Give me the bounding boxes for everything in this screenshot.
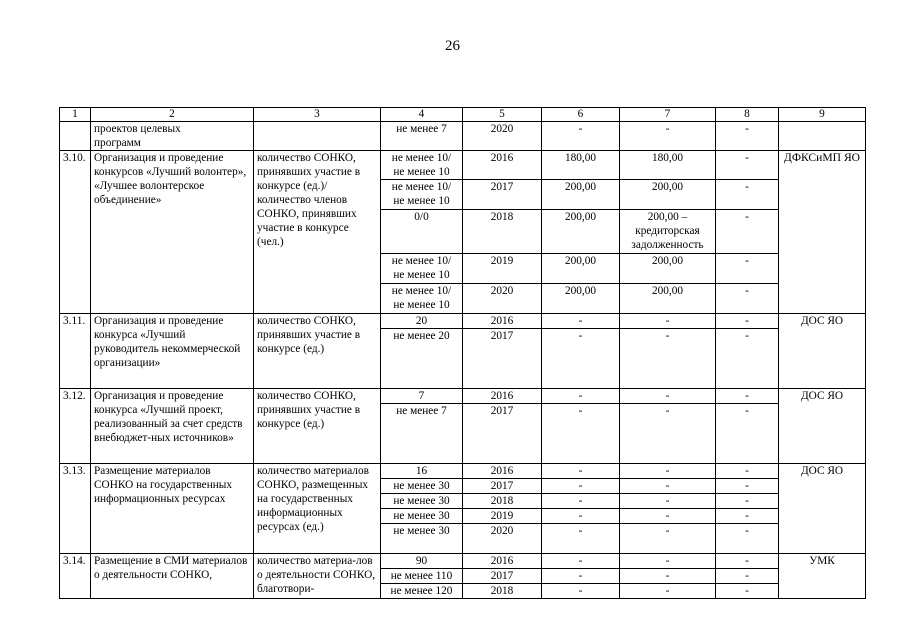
funding-planned: 200,00 — [542, 210, 620, 254]
funding-other: - — [716, 180, 779, 210]
indicator-value: 90 — [381, 554, 463, 569]
funding-planned: - — [542, 389, 620, 404]
measure-number: 3.13. — [60, 464, 91, 554]
year: 2017 — [463, 180, 542, 210]
year: 2016 — [463, 464, 542, 479]
responsible: УМК — [779, 554, 866, 599]
funding-planned: 200,00 — [542, 284, 620, 314]
responsible: ДОС ЯО — [779, 314, 866, 389]
funding-actual: - — [620, 584, 716, 599]
year: 2019 — [463, 254, 542, 284]
funding-actual: - — [620, 314, 716, 329]
page-number: 26 — [445, 38, 460, 54]
funding-actual: - — [620, 329, 716, 389]
measure-number: 3.10. — [60, 151, 91, 314]
indicator-value: не менее 20 — [381, 329, 463, 389]
funding-actual: - — [620, 464, 716, 479]
funding-planned: - — [542, 584, 620, 599]
year: 2018 — [463, 494, 542, 509]
indicator-value: не менее 110 — [381, 569, 463, 584]
indicator-value: не менее 10/ не менее 10 — [381, 180, 463, 210]
responsible — [779, 122, 866, 151]
funding-planned: 200,00 — [542, 180, 620, 210]
funding-other: - — [716, 151, 779, 180]
funding-other: - — [716, 509, 779, 524]
funding-planned: - — [542, 329, 620, 389]
funding-other: - — [716, 479, 779, 494]
col-header: 7 — [620, 108, 716, 122]
table-row — [60, 122, 866, 151]
indicator-value: не менее 10/ не менее 10 — [381, 151, 463, 180]
col-header: 6 — [542, 108, 620, 122]
funding-other: - — [716, 494, 779, 509]
funding-planned: - — [542, 314, 620, 329]
indicator-value: не менее 7 — [381, 404, 463, 464]
year: 2020 — [463, 284, 542, 314]
responsible: ДОС ЯО — [779, 464, 866, 554]
funding-other: - — [716, 254, 779, 284]
year: 2020 — [463, 122, 542, 151]
indicator-value: 20 — [381, 314, 463, 329]
indicator-value: не менее 7 — [381, 122, 463, 151]
funding-actual: 180,00 — [620, 151, 716, 180]
table-row — [60, 554, 866, 569]
funding-other: - — [716, 389, 779, 404]
funding-actual: 200,00 — [620, 284, 716, 314]
funding-planned: - — [542, 494, 620, 509]
indicator-value: не менее 30 — [381, 509, 463, 524]
indicator-value: 0/0 — [381, 210, 463, 254]
col-header: 1 — [60, 108, 91, 122]
indicator-value: не менее 10/ не менее 10 — [381, 284, 463, 314]
measure-name: Организация и проведение конкурса «Лучший руководитель некоммерческой организации» — [91, 314, 254, 389]
table-row — [60, 389, 866, 404]
table-row — [60, 464, 866, 479]
indicator: количество СОНКО, принявших участие в конкурсе (ед.)/ количество членов СОНКО, принявших участие в конкурсе (чел.) — [254, 151, 381, 314]
funding-other: - — [716, 584, 779, 599]
funding-actual: 200,00 – кредиторская задолженность — [620, 210, 716, 254]
funding-other: - — [716, 284, 779, 314]
col-header: 9 — [779, 108, 866, 122]
funding-actual: - — [620, 509, 716, 524]
funding-actual: 200,00 — [620, 180, 716, 210]
funding-actual: - — [620, 524, 716, 554]
measures-table — [59, 107, 866, 599]
funding-planned: - — [542, 524, 620, 554]
year: 2018 — [463, 584, 542, 599]
funding-actual: - — [620, 122, 716, 151]
funding-actual: - — [620, 569, 716, 584]
funding-planned: - — [542, 554, 620, 569]
year: 2017 — [463, 404, 542, 464]
indicator: количество СОНКО, принявших участие в конкурсе (ед.) — [254, 389, 381, 464]
funding-actual: 200,00 — [620, 254, 716, 284]
funding-actual: - — [620, 494, 716, 509]
funding-actual: - — [620, 389, 716, 404]
funding-other: - — [716, 210, 779, 254]
funding-planned: - — [542, 404, 620, 464]
indicator-value: не менее 30 — [381, 524, 463, 554]
measure-number: 3.12. — [60, 389, 91, 464]
measure-name: проектов целевых программ — [91, 122, 254, 151]
indicator-value: не менее 120 — [381, 584, 463, 599]
funding-actual: - — [620, 404, 716, 464]
funding-other: - — [716, 314, 779, 329]
year: 2017 — [463, 329, 542, 389]
indicator-value: 7 — [381, 389, 463, 404]
year: 2019 — [463, 509, 542, 524]
indicator: количество материалов СОНКО, размещенных на государственных информационных ресурсах (ед.) — [254, 464, 381, 554]
funding-actual: - — [620, 554, 716, 569]
measure-name: Организация и проведение конкурсов «Лучший волонтер», «Лучшее волонтерское объединение» — [91, 151, 254, 314]
funding-planned: 180,00 — [542, 151, 620, 180]
table-row — [60, 151, 866, 180]
funding-other: - — [716, 404, 779, 464]
header-row — [60, 108, 866, 122]
funding-planned: - — [542, 122, 620, 151]
indicator: количество СОНКО, принявших участие в конкурсе (ед.) — [254, 314, 381, 389]
measure-name: Размещение материалов СОНКО на государственных информационных ресурсах — [91, 464, 254, 554]
funding-planned: - — [542, 509, 620, 524]
funding-planned: 200,00 — [542, 254, 620, 284]
funding-other: - — [716, 464, 779, 479]
funding-other: - — [716, 554, 779, 569]
year: 2017 — [463, 569, 542, 584]
year: 2016 — [463, 389, 542, 404]
funding-planned: - — [542, 479, 620, 494]
measure-name: Организация и проведение конкурса «Лучший проект, реализованный за счет средств внебюджет-ных источников» — [91, 389, 254, 464]
table-row — [60, 314, 866, 329]
indicator-value: не менее 30 — [381, 494, 463, 509]
col-header: 3 — [254, 108, 381, 122]
measure-number: 3.11. — [60, 314, 91, 389]
funding-other: - — [716, 329, 779, 389]
year: 2017 — [463, 479, 542, 494]
year: 2016 — [463, 314, 542, 329]
responsible: ДФКСиМП ЯО — [779, 151, 866, 314]
funding-planned: - — [542, 464, 620, 479]
funding-planned: - — [542, 569, 620, 584]
year: 2016 — [463, 151, 542, 180]
col-header: 4 — [381, 108, 463, 122]
funding-other: - — [716, 524, 779, 554]
measure-number: 3.14. — [60, 554, 91, 599]
indicator-value: не менее 30 — [381, 479, 463, 494]
year: 2016 — [463, 554, 542, 569]
indicator: количество материа-лов о деятельности СОНКО, благотвори- — [254, 554, 381, 599]
col-header: 5 — [463, 108, 542, 122]
col-header: 8 — [716, 108, 779, 122]
year: 2020 — [463, 524, 542, 554]
funding-other: - — [716, 122, 779, 151]
indicator-value: 16 — [381, 464, 463, 479]
indicator — [254, 122, 381, 151]
year: 2018 — [463, 210, 542, 254]
funding-actual: - — [620, 479, 716, 494]
indicator-value: не менее 10/ не менее 10 — [381, 254, 463, 284]
responsible: ДОС ЯО — [779, 389, 866, 464]
funding-other: - — [716, 569, 779, 584]
measure-name: Размещение в СМИ материалов о деятельности СОНКО, — [91, 554, 254, 599]
col-header: 2 — [91, 108, 254, 122]
